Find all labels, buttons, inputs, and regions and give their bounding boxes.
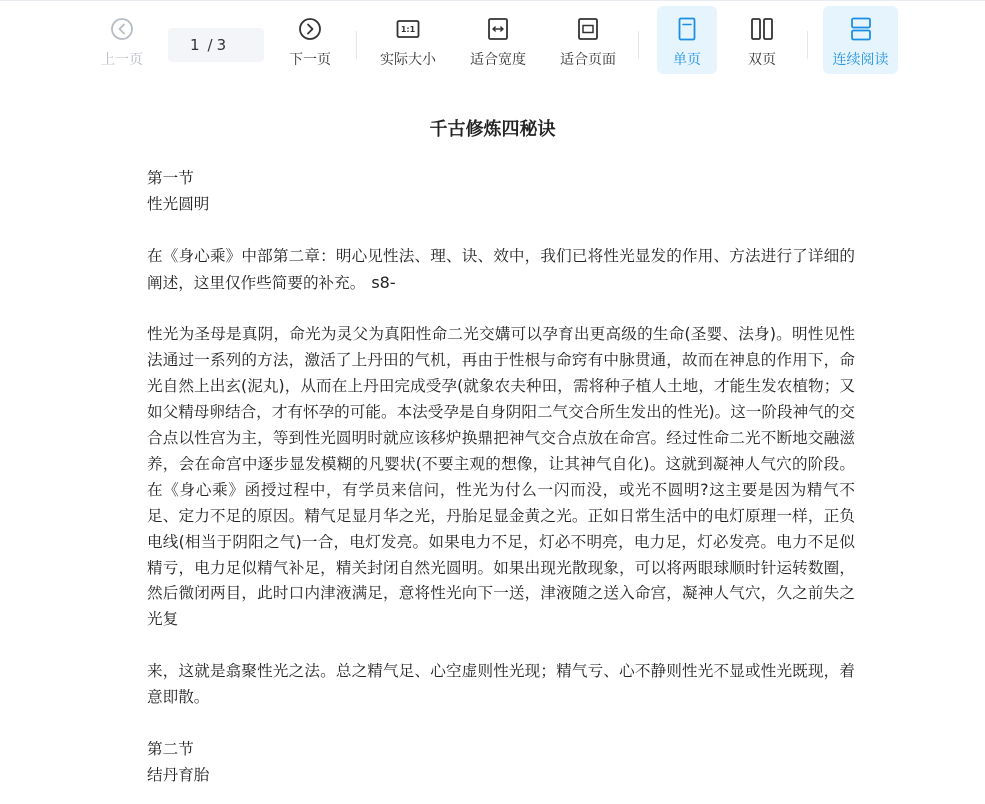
toolbar-divider — [638, 31, 639, 59]
document-body — [147, 166, 855, 789]
actual-size-icon — [395, 16, 421, 42]
chevron-left-circle-icon — [109, 16, 135, 42]
next-page-button[interactable] — [280, 6, 340, 74]
toolbar-divider — [807, 31, 808, 59]
fit-width-icon — [485, 16, 511, 42]
page-number-input[interactable] — [168, 28, 264, 62]
paragraph-mark: s8- — [371, 272, 396, 292]
next-page-label: 下一页 — [289, 52, 331, 68]
chevron-right-circle-icon — [297, 16, 323, 42]
section2-subheading: 结丹育胎 — [147, 765, 210, 784]
section1-subheading: 性光圆明 — [147, 194, 210, 213]
continuous-read-button[interactable] — [823, 6, 898, 74]
single-page-button[interactable] — [657, 6, 717, 74]
actual-size-icon-text: 1:1 — [400, 25, 416, 35]
paragraph: 性光为圣母是真阴，命光为灵父为真阳性命二光交媾可以孕育出更高级的生命(圣婴、法身)。明性见性法通过一系列的方法，激活了上丹田的气机，再由于性根与命窍有中脉贯通，故而在神息的作用下，命光自然上出玄(泥丸)，从而在上丹田完成受孕(就象农夫种田，需将种子植人土地，才能生发农植物；又如父精母卵结合，才有怀孕的可能。本法受孕是自身阴阳二气交合所生发出的性光)。这一阶段神气的交合点以性宫为主，等到性光圆明时就应该移炉换鼎把神气交合点放在命宫。经过性命二光不断地交融滋养，会在命宫中逐步显发模糊的凡婴状(不要主观的想像，让其神气自化)。这就到凝神人气穴的阶段。在《身心乘》函授过程中，有学员来信问，性光为付么一闪而没，或光不圆明?这主要是因为精气不足、定力不足的原因。精气足显月华之光，丹胎足显金黄之光。正如日常生活中的电灯原理一样，正负电线(相当于阴阳之气)一合，电灯发亮。如果电力不足，灯必不明亮，电力足，灯必发亮。电力不足似精亏，电力足似精气补足，精关封闭自然光圆明。如果出现光散现象，可以将两眼球顺时针运转数圈，然后微闭两目，此时口内津液满足，意将性光向下一送，津液随之送入命宫，凝神人气穴，久之前失之光复 — [147, 325, 855, 629]
document-title: 千古修炼四秘诀 — [429, 119, 556, 140]
fit-width-label: 适合宽度 — [470, 52, 526, 68]
fit-width-button[interactable] — [464, 6, 532, 74]
actual-size-button[interactable] — [374, 6, 442, 74]
page-separator: / — [207, 36, 213, 54]
fit-page-label: 适合页面 — [560, 52, 616, 68]
document-page[interactable] — [0, 82, 985, 804]
paragraph-gap — [147, 218, 855, 244]
paragraph — [147, 244, 855, 297]
fit-page-icon — [575, 16, 601, 42]
paragraph: 来，这就是翕聚性光之法。总之精气足、心空虚则性光现；精气亏、心不静则性光不显或性光既现，着意即散。 — [147, 662, 855, 707]
paragraph-text: 在《身心乘》中部第二章：明心见性法、理、诀、效中，我们已将性光显发的作用、方法进行了详细的阐述，这里仅作些简要的补充。 — [147, 246, 855, 292]
fit-page-button[interactable] — [554, 6, 622, 74]
paragraph-gap — [147, 633, 855, 659]
continuous-read-icon — [848, 16, 874, 42]
single-page-label: 单页 — [673, 52, 701, 68]
current-page: 1 — [190, 36, 200, 54]
paragraph-gap — [147, 297, 855, 323]
continuous-read-label: 连续阅读 — [832, 52, 889, 68]
toolbar — [0, 0, 985, 82]
total-pages: 3 — [216, 36, 227, 54]
double-page-button[interactable] — [732, 6, 792, 74]
toolbar-divider — [356, 31, 357, 59]
actual-size-label: 实际大小 — [380, 52, 436, 68]
section2-heading: 第二节 — [147, 739, 194, 758]
prev-page-button[interactable] — [92, 6, 152, 74]
double-page-label: 双页 — [748, 52, 776, 68]
prev-page-label: 上一页 — [101, 52, 143, 68]
paragraph-gap — [147, 711, 855, 737]
section1-heading: 第一节 — [147, 169, 194, 187]
double-page-icon — [749, 16, 775, 42]
single-page-icon — [674, 16, 700, 42]
